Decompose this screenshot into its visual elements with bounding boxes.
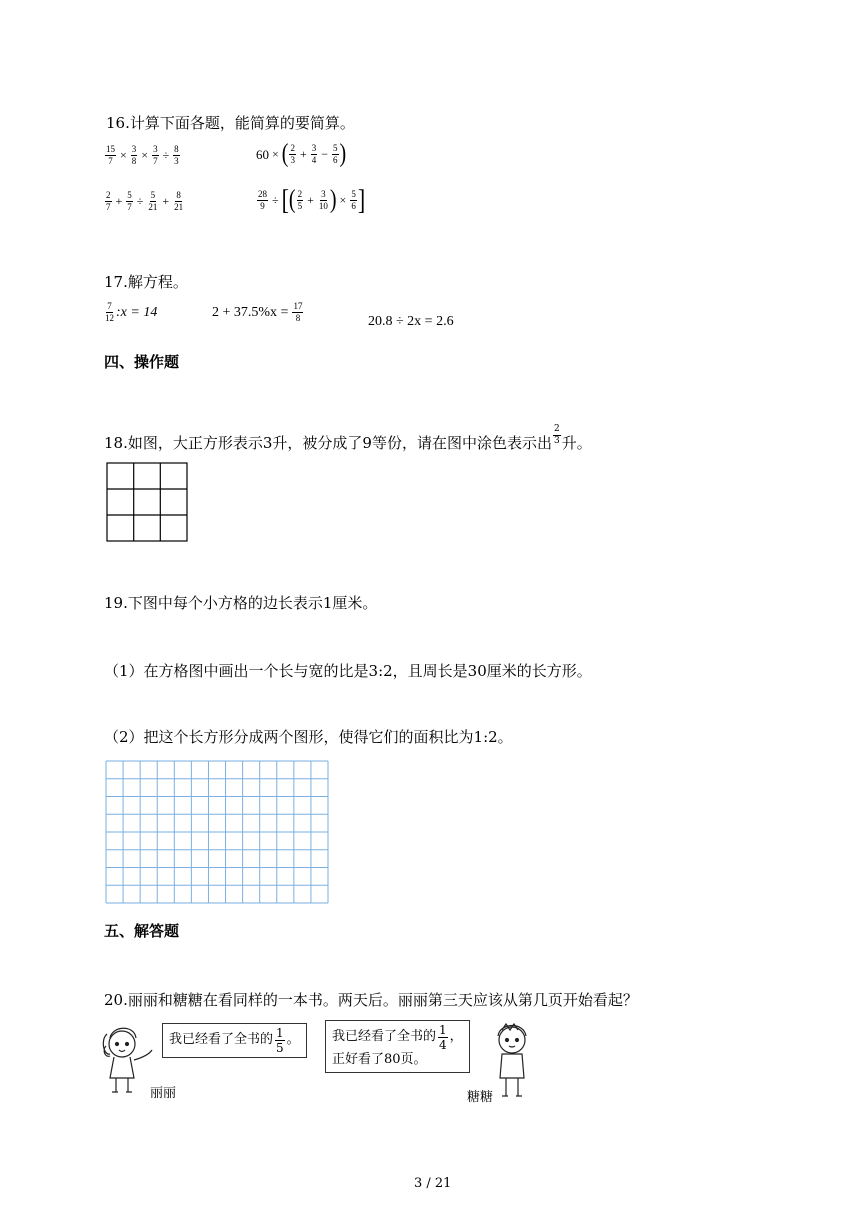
q16-expr1: $\frac{15}{7}$ × $\frac{3}{8}$ × $\frac{3}{7}$ ÷ $\frac{8}{3}$ — [106, 144, 179, 166]
q20-title: 20.丽丽和糖糖在看同样的一本书。两天后。丽丽第三天应该从第几页开始看起？ — [104, 991, 638, 1009]
name-lili: 丽丽 — [150, 1086, 177, 1101]
q19-square-grid[interactable] — [105, 760, 329, 904]
q16-expr3: $\frac{2}{7}$ + $\frac{5}{7}$ ÷ $\frac{5}{21}$ + $\frac{8}{21}$ — [106, 190, 184, 212]
name-tangtang: 糖糖 — [467, 1090, 494, 1105]
q17-eq3: 20.8 ÷ 2x = 2.6 — [368, 314, 454, 329]
q16-expr4: $\frac{28}{9}$ ÷ [ ( $\frac{2}{5}$ + $\frac{3}{10}$ ) × $\frac{5}{6}$ ] — [258, 183, 366, 216]
speech-bubble-lili: 我已经看了全书的 $\frac{1}{5}$ 。 — [162, 1023, 307, 1058]
page-number: 3 / 21 — [414, 1176, 452, 1191]
q19-part1: （1）在方格图中画出一个长与宽的比是3:2，且周长是30厘米的长方形。 — [104, 662, 592, 680]
q17-eq2: 2 + 37.5%x = $\frac{17}{8}$ — [212, 301, 303, 323]
q16-title: 16.计算下面各题，能简算的要简算。 — [106, 114, 355, 132]
speech-bubble-tangtang: 我已经看了全书的 $\frac{1}{4}$ ， 正好看了80页。 — [325, 1020, 470, 1073]
section-5-heading: 五、解答题 — [104, 922, 180, 940]
section-4-heading: 四、操作题 — [104, 353, 180, 371]
q18-nine-square-grid[interactable] — [106, 462, 188, 542]
q19-title: 19.下图中每个小方格的边长表示1厘米。 — [104, 594, 378, 612]
boy-tangtang-illustration — [488, 1018, 538, 1102]
q18-text: 18.如图，大正方形表示3升，被分成了9等份，请在图中涂色表示出 $\frac{2}{3}$ 升。 — [104, 424, 592, 452]
q19-part2: （2）把这个长方形分成两个图形，使得它们的面积比为1:2。 — [104, 728, 513, 746]
q17-title: 17.解方程。 — [104, 273, 188, 291]
q17-eq1: $\frac{7}{12}$ :x = 14 — [105, 301, 158, 323]
q16-expr2: 60 × ( $\frac{2}{3}$ + $\frac{3}{4}$ − $\frac{5}{6}$ ) — [256, 139, 347, 169]
